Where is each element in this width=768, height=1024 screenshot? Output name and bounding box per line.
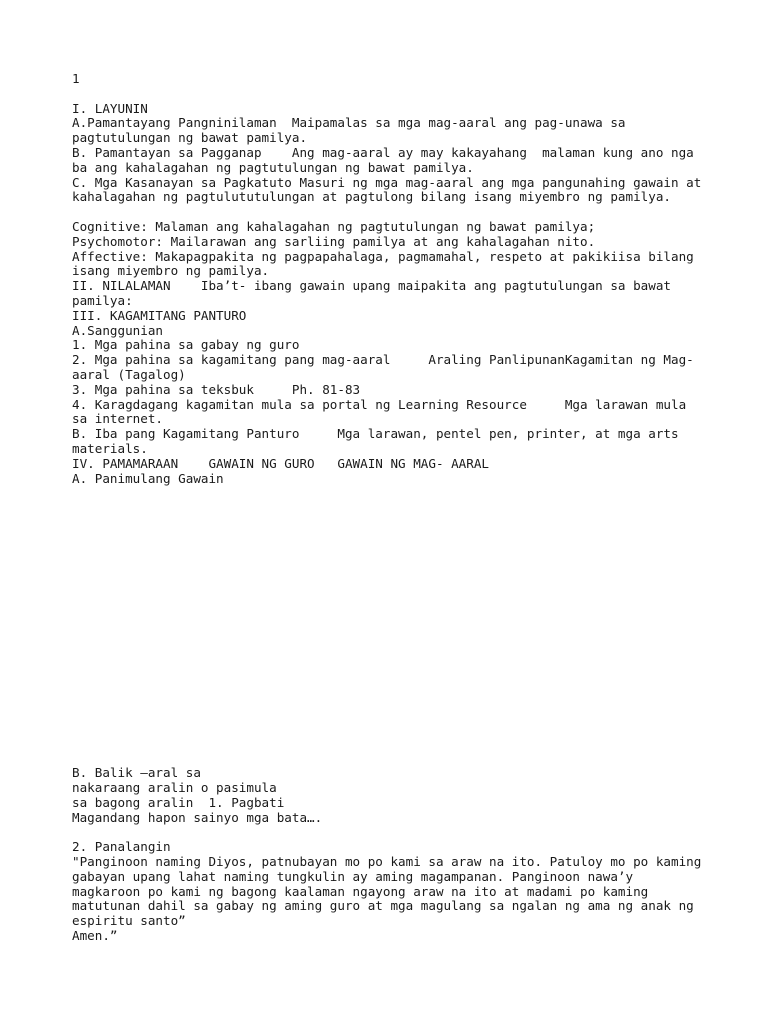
text-line: pagtutulungan ng bawat pamilya. [72,130,308,146]
objectives-and-content-section [72,220,712,486]
text-line: isang miyembro ng pamilya. [72,263,270,279]
balik-aral-section [72,766,712,825]
text-line: A.Pamantayang Pangninilaman Maipamalas sa mga mag-aaral ang pag-unawa sa [72,115,626,131]
text-line: B. Pamantayan sa Pagganap Ang mag-aaral ay may kakayahang malaman kung ano nga [72,144,694,160]
text-line: matutunan dahil sa gabay ng aming guro at mga magulang sa ngalan ng ama ng anak ng [72,898,694,914]
text-line: 3. Mga pahina sa teksbuk Ph. 81-83 [72,381,361,397]
text-line: sa bagong aralin 1. Pagbati [72,794,285,810]
text-line: 2. Panalangin [72,839,171,855]
page-number: 1 [72,71,80,86]
text-line: ba ang kahalagahan ng pagtutulungan ng bawat pamilya. [72,159,474,175]
document-page [72,72,712,944]
text-line: A. Panimulang Gawain [72,470,224,486]
empty-space [72,486,712,766]
text-line: III. KAGAMITANG PANTURO [72,307,247,323]
text-line: "Panginoon naming Diyos, patnubayan mo po kami sa araw na ito. Patuloy mo po kaming [72,854,702,870]
text-line: Magandang hapon sainyo mga bata…. [72,809,323,825]
text-line: C. Mga Kasanayan sa Pagkatuto Masuri ng mga mag-aaral ang mga pangunahing gawain at [72,174,702,190]
text-line: Amen.” [72,928,118,944]
blank-line [72,826,712,841]
text-line: Psychomotor: Mailarawan ang sarliing pamilya at ang kahalagahan nito. [72,233,596,249]
text-line: gabayan upang lahat naming tungkulin ay aming magampanan. Panginoon nawa’y [72,868,634,884]
text-line: 2. Mga pahina sa kagamitang pang mag-aaral Araling PanlipunanKagamitan ng Mag- [72,352,694,368]
text-line: 4. Karagdagang kagamitan mula sa portal ng Learning Resource Mga larawan mula [72,396,687,412]
blank-line [72,205,712,220]
text-line: II. NILALAMAN Iba’t- ibang gawain upang maipakita ang pagtutulungan sa bawat [72,278,671,294]
text-line: aaral (Tagalog) [72,366,186,382]
text-line: Cognitive: Malaman ang kahalagahan ng pagtutulungan ng bawat pamilya; [72,218,596,234]
text-line: sa internet. [72,411,163,427]
text-line: Affective: Makapagpakita ng pagpapahalaga, pagmamahal, respeto at pakikiisa bilang [72,248,694,264]
text-line: B. Iba pang Kagamitang Panturo Mga larawan, pentel pen, printer, at mga arts [72,426,679,442]
text-line: A.Sanggunian [72,322,163,338]
text-line: nakaraang aralin o pasimula [72,780,277,796]
text-line: espiritu santo” [72,913,186,929]
text-line: I. LAYUNIN [72,100,148,116]
layunin-section [72,102,712,206]
text-line: 1. Mga pahina sa gabay ng guro [72,337,300,353]
text-line: pamilya: [72,292,133,308]
text-line: magkaroon po kami ng bagong kaalaman ngayong araw na ito at madami po kaming [72,883,649,899]
text-line: IV. PAMAMARAAN GAWAIN NG GURO GAWAIN NG MAG- AARAL [72,455,490,471]
blank-line [72,87,712,102]
text-line: materials. [72,440,148,456]
text-line: B. Balik –aral sa [72,765,201,781]
panalangin-section [72,840,712,944]
text-line: kahalagahan ng pagtulututulungan at pagtulong bilang isang miyembro ng pamilya. [72,189,671,205]
